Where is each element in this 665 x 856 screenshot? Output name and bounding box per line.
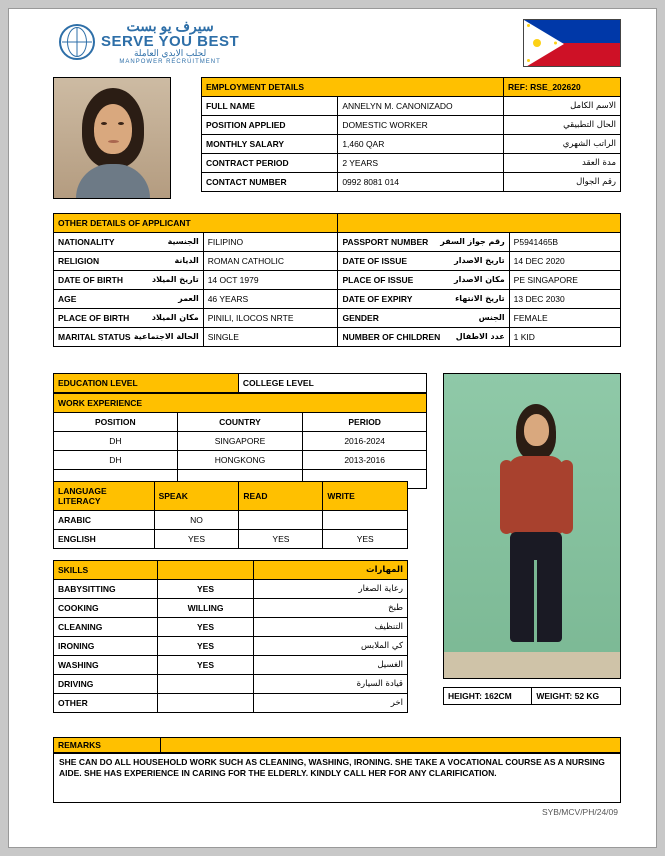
logo-arabic-title: سيرف يو بست [126, 18, 214, 34]
skill-other-label: OTHER [54, 694, 158, 713]
table-row [54, 252, 621, 271]
number-of-children-value: 1 KID [509, 328, 620, 347]
number-of-children-label: NUMBER OF CHILDREN عدد الاطفال [338, 328, 509, 347]
skill-cooking-arabic: طبخ [254, 599, 408, 618]
skill-driving-arabic: قيادة السيارة [254, 675, 408, 694]
age-value: 46 YEARS [203, 290, 338, 309]
table-row [54, 233, 621, 252]
globe-icon [59, 24, 95, 60]
table-row [54, 754, 621, 803]
weight-value: WEIGHT: 52 KG [532, 688, 621, 705]
skill-ironing-arabic: كي الملابس [254, 637, 408, 656]
skill-other-arabic: اخر [254, 694, 408, 713]
marital-status-value: SINGLE [203, 328, 338, 347]
english-speak-value: YES [154, 530, 239, 549]
language-literacy-table [53, 481, 408, 549]
company-logo [59, 19, 239, 65]
table-header-row [54, 413, 427, 432]
monthly-salary-label-arabic: الراتب الشهري [503, 135, 620, 154]
skill-driving-value [157, 675, 254, 694]
skill-washing-value: YES [157, 656, 254, 675]
age-label: AGE العمر [54, 290, 204, 309]
table-row [54, 271, 621, 290]
table-row [54, 309, 621, 328]
full-name-label: FULL NAME [202, 97, 338, 116]
contract-period-value: 2 YEARS [338, 154, 504, 173]
gender-label: GENDER الجنس [338, 309, 509, 328]
column-write: WRITE [323, 482, 408, 511]
language-name-english: ENGLISH [54, 530, 155, 549]
skill-driving-label: DRIVING [54, 675, 158, 694]
place-of-issue-value: PE SINGAPORE [509, 271, 620, 290]
arabic-read-value [239, 511, 323, 530]
english-read-value: YES [239, 530, 323, 549]
table-row [54, 290, 621, 309]
date-of-issue-label: DATE OF ISSUE تاريخ الاصدار [338, 252, 509, 271]
other-details-title-spacer [338, 214, 621, 233]
table-row [54, 394, 427, 413]
skills-title-spacer [157, 561, 254, 580]
gender-value: FEMALE [509, 309, 620, 328]
work-country-value: HONGKONG [177, 451, 303, 470]
language-name-arabic: ARABIC [54, 511, 155, 530]
reference-number: REF: RSE_202620 [503, 78, 620, 97]
skill-babysitting-arabic: رعاية الصغار [254, 580, 408, 599]
applicant-fullbody-photo [443, 373, 621, 679]
table-row [202, 116, 621, 135]
employment-details-table [201, 77, 621, 192]
document-footer-code: SYB/MCV/PH/24/09 [541, 807, 618, 817]
date-of-expiry-value: 13 DEC 2030 [509, 290, 620, 309]
skills-title: SKILLS [54, 561, 158, 580]
skill-cleaning-label: CLEANING [54, 618, 158, 637]
philippines-flag-icon [523, 19, 621, 67]
other-details-title: OTHER DETAILS OF APPLICANT [54, 214, 338, 233]
table-row [202, 154, 621, 173]
table-row [54, 599, 408, 618]
contact-number-value: 0992 8081 014 [338, 173, 504, 192]
table-row [54, 618, 408, 637]
skill-babysitting-label: BABYSITTING [54, 580, 158, 599]
table-row [54, 432, 427, 451]
skill-babysitting-value: YES [157, 580, 254, 599]
skill-washing-arabic: الغسيل [254, 656, 408, 675]
skills-table [53, 560, 408, 713]
arabic-write-value [323, 511, 408, 530]
table-row [54, 374, 427, 393]
skill-other-value [157, 694, 254, 713]
place-of-birth-value: PINILI, ILOCOS NRTE [203, 309, 338, 328]
nationality-label: NATIONALITY الجنسية [54, 233, 204, 252]
monthly-salary-value: 1,460 QAR [338, 135, 504, 154]
full-name-value: ANNELYN M. CANONIZADO [338, 97, 504, 116]
measurements-table [443, 687, 621, 705]
skill-ironing-value: YES [157, 637, 254, 656]
column-period: PERIOD [303, 413, 427, 432]
arabic-speak-value: NO [154, 511, 239, 530]
work-position-value: DH [54, 432, 178, 451]
table-row [202, 135, 621, 154]
passport-number-label: PASSPORT NUMBER رقم جواز السفر [338, 233, 509, 252]
education-level-label: EDUCATION LEVEL [54, 374, 239, 393]
skill-cleaning-value: YES [157, 618, 254, 637]
logo-arabic-subtitle: لجلب الايدي العاملة [133, 48, 207, 59]
date-of-birth-label: DATE OF BIRTH تاريخ الميلاد [54, 271, 204, 290]
passport-number-value: P5941465B [509, 233, 620, 252]
table-row [54, 530, 408, 549]
cv-document-page [8, 8, 657, 848]
column-read: READ [239, 482, 323, 511]
date-of-birth-value: 14 OCT 1979 [203, 271, 338, 290]
place-of-birth-label: PLACE OF BIRTH مكان الميلاد [54, 309, 204, 328]
logo-main-title: SERVE YOU BEST [101, 32, 240, 50]
contact-number-label-arabic: رقم الجوال [503, 173, 620, 192]
other-details-table [53, 213, 621, 347]
table-row [54, 511, 408, 530]
remarks-title: REMARKS [54, 738, 161, 753]
education-level-value: COLLEGE LEVEL [238, 374, 426, 393]
religion-label: RELIGION الديانة [54, 252, 204, 271]
table-header-row [54, 561, 408, 580]
table-row [54, 738, 621, 753]
table-row [54, 656, 408, 675]
table-row [54, 694, 408, 713]
logo-text-block [101, 19, 239, 65]
table-row [54, 451, 427, 470]
height-value: HEIGHT: 162CM [444, 688, 532, 705]
contract-period-label-arabic: مدة العقد [503, 154, 620, 173]
monthly-salary-label: MONTHLY SALARY [202, 135, 338, 154]
position-applied-label: POSITION APPLIED [202, 116, 338, 135]
date-of-expiry-label: DATE OF EXPIRY تاريخ الانتهاء [338, 290, 509, 309]
skill-cooking-value: WILLING [157, 599, 254, 618]
work-position-value: DH [54, 451, 178, 470]
date-of-issue-value: 14 DEC 2020 [509, 252, 620, 271]
skills-title-arabic: المهارات [254, 561, 408, 580]
education-table [53, 373, 427, 393]
applicant-portrait-photo [53, 77, 171, 199]
remarks-text: SHE CAN DO ALL HOUSEHOLD WORK SUCH AS CLEANING, WASHING, IRONING. SHE TAKE A VOCATIONAL COURSE AS A NURSING AIDE. SHE HAS EXPERIENCE IN CARING FOR THE ELDERLY. KINDLY CALL HER FOR ANY CLARIFICATION. [54, 754, 621, 803]
work-experience-table [53, 393, 427, 489]
contact-number-label: CONTACT NUMBER [202, 173, 338, 192]
skill-ironing-label: IRONING [54, 637, 158, 656]
english-write-value: YES [323, 530, 408, 549]
work-country-value: SINGAPORE [177, 432, 303, 451]
marital-status-label: MARITAL STATUS الحالة الاجتماعية [54, 328, 204, 347]
table-row [54, 328, 621, 347]
table-row [202, 97, 621, 116]
table-row [54, 580, 408, 599]
work-period-value: 2016-2024 [303, 432, 427, 451]
employment-title: EMPLOYMENT DETAILS [202, 78, 504, 97]
remarks-body-table [53, 753, 621, 803]
skill-cooking-label: COOKING [54, 599, 158, 618]
column-speak: SPEAK [154, 482, 239, 511]
table-row [444, 688, 621, 705]
skill-washing-label: WASHING [54, 656, 158, 675]
remarks-title-spacer [160, 738, 620, 753]
full-name-label-arabic: الاسم الكامل [503, 97, 620, 116]
position-applied-value: DOMESTIC WORKER [338, 116, 504, 135]
logo-subtitle: MANPOWER RECRUITMENT [119, 58, 221, 65]
religion-value: ROMAN CATHOLIC [203, 252, 338, 271]
table-row [202, 173, 621, 192]
table-row [54, 637, 408, 656]
column-position: POSITION [54, 413, 178, 432]
skill-cleaning-arabic: التنظيف [254, 618, 408, 637]
table-row [54, 675, 408, 694]
other-details-header-row [54, 214, 621, 233]
document-header [9, 9, 656, 65]
column-country: COUNTRY [177, 413, 303, 432]
language-literacy-title: LANGUAGE LITERACY [54, 482, 155, 511]
work-experience-title: WORK EXPERIENCE [54, 394, 427, 413]
table-header-row [54, 482, 408, 511]
position-applied-label-arabic: الحال التطبيقي [503, 116, 620, 135]
contract-period-label: CONTRACT PERIOD [202, 154, 338, 173]
nationality-value: FILIPINO [203, 233, 338, 252]
employment-header-row [202, 78, 621, 97]
place-of-issue-label: PLACE OF ISSUE مكان الاصدار [338, 271, 509, 290]
remarks-header-table [53, 737, 621, 753]
work-period-value: 2013-2016 [303, 451, 427, 470]
